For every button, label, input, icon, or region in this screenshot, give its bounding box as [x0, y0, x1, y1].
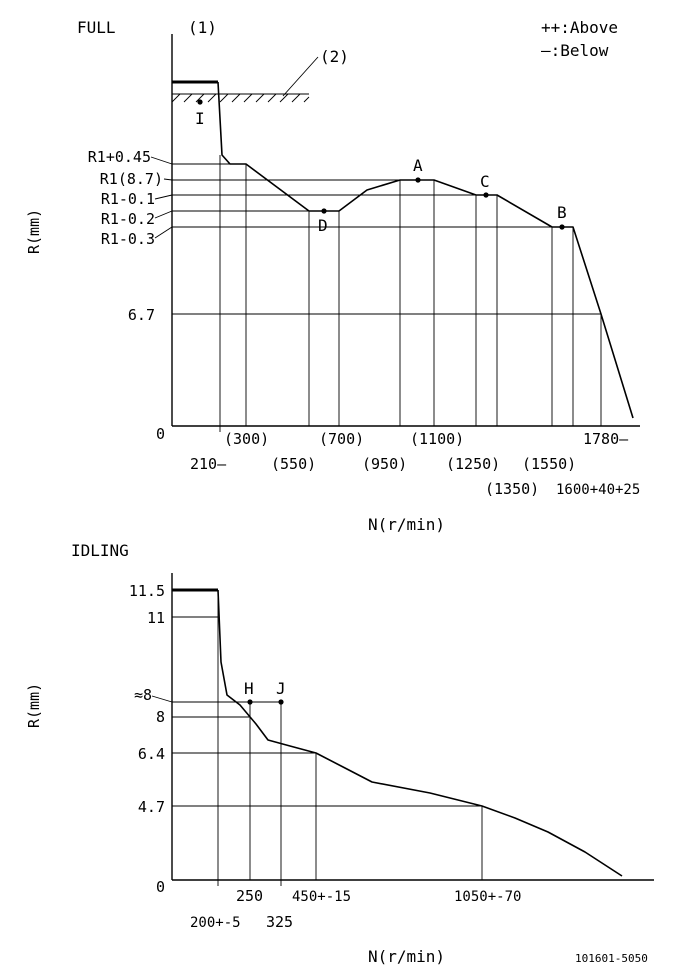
full-y-label-r1-minus-03: R1-0.3 [100, 230, 155, 248]
idling-mode-label: IDLING [71, 541, 129, 560]
idling-y-label-0: 0 [155, 878, 165, 896]
full-y-label-r1: R1(8.7) [99, 170, 163, 188]
full-y-label-r1-minus-02: R1-0.2 [100, 210, 155, 228]
full-curve [218, 82, 633, 418]
idling-y-label-115: 11.5 [128, 582, 165, 600]
full-x-axis-title: N(r/min) [368, 515, 446, 534]
point-b-label: B [557, 203, 567, 222]
legend-above: ++:Above [541, 18, 619, 37]
full-x-label-1250: (1250) [446, 455, 501, 473]
full-x-label-550: (550) [271, 455, 317, 473]
idling-y-label-11: 11 [146, 609, 165, 627]
idling-x-label-1050: 1050+-70 [454, 889, 522, 905]
idling-y-label-47: 4.7 [137, 798, 165, 816]
idling-y-label-approx-8: ≈8 [133, 686, 152, 704]
point-c-marker [483, 192, 488, 197]
point-d-label: D [318, 216, 328, 235]
point-j-label: J [276, 679, 286, 698]
point-h-marker [247, 699, 252, 704]
full-x-label-1550: (1550) [522, 455, 577, 473]
stopper-hatch [172, 57, 318, 102]
full-x-label-1780: 1780— [583, 430, 629, 448]
full-x-label-1350: (1350) [485, 480, 540, 498]
doc-code: 101601-5050 [575, 952, 648, 965]
idling-x-axis-title: N(r/min) [368, 947, 446, 966]
full-x-label-950: (950) [362, 455, 408, 473]
idling-x-label-200: 200+-5 [190, 915, 241, 931]
point-d-marker [321, 208, 326, 213]
full-y-label-r1-minus-01: R1-0.1 [100, 190, 155, 208]
point-a-marker [415, 177, 420, 182]
legend-below: —:Below [541, 41, 609, 60]
idling-y-label-8: 8 [155, 708, 165, 726]
full-y-label-67: 6.7 [127, 306, 155, 324]
point-j-marker [278, 699, 283, 704]
idling-curve [218, 590, 622, 876]
note-2: (2) [320, 47, 349, 66]
full-chart [25, 18, 640, 534]
full-y-label-r1-plus-045: R1+0.45 [87, 148, 151, 166]
idling-chart [25, 541, 654, 966]
idling-x-label-450: 450+-15 [292, 889, 352, 905]
idling-x-label-325: 325 [266, 913, 294, 931]
full-x-label-300: (300) [224, 430, 270, 448]
point-i-marker [197, 99, 202, 104]
full-x-label-1100: (1100) [410, 430, 465, 448]
full-x-label-210: 210— [190, 455, 227, 473]
point-a-label: A [413, 156, 423, 175]
full-x-label-700: (700) [319, 430, 365, 448]
point-c-label: C [480, 172, 490, 191]
idling-y-label-64: 6.4 [137, 745, 165, 763]
point-b-marker [559, 224, 564, 229]
full-y-axis-title: R(mm) [25, 208, 43, 254]
point-h-label: H [244, 679, 254, 698]
note-2-leader [283, 57, 318, 96]
point-i-label: I [195, 109, 205, 128]
full-x-label-1600: 1600+40+25 [556, 482, 641, 498]
note-1: (1) [188, 18, 217, 37]
idling-x-label-250: 250 [236, 887, 264, 905]
idling-y-axis-title: R(mm) [25, 682, 43, 728]
full-y-label-0: 0 [155, 425, 165, 443]
full-mode-label: FULL [77, 18, 116, 37]
